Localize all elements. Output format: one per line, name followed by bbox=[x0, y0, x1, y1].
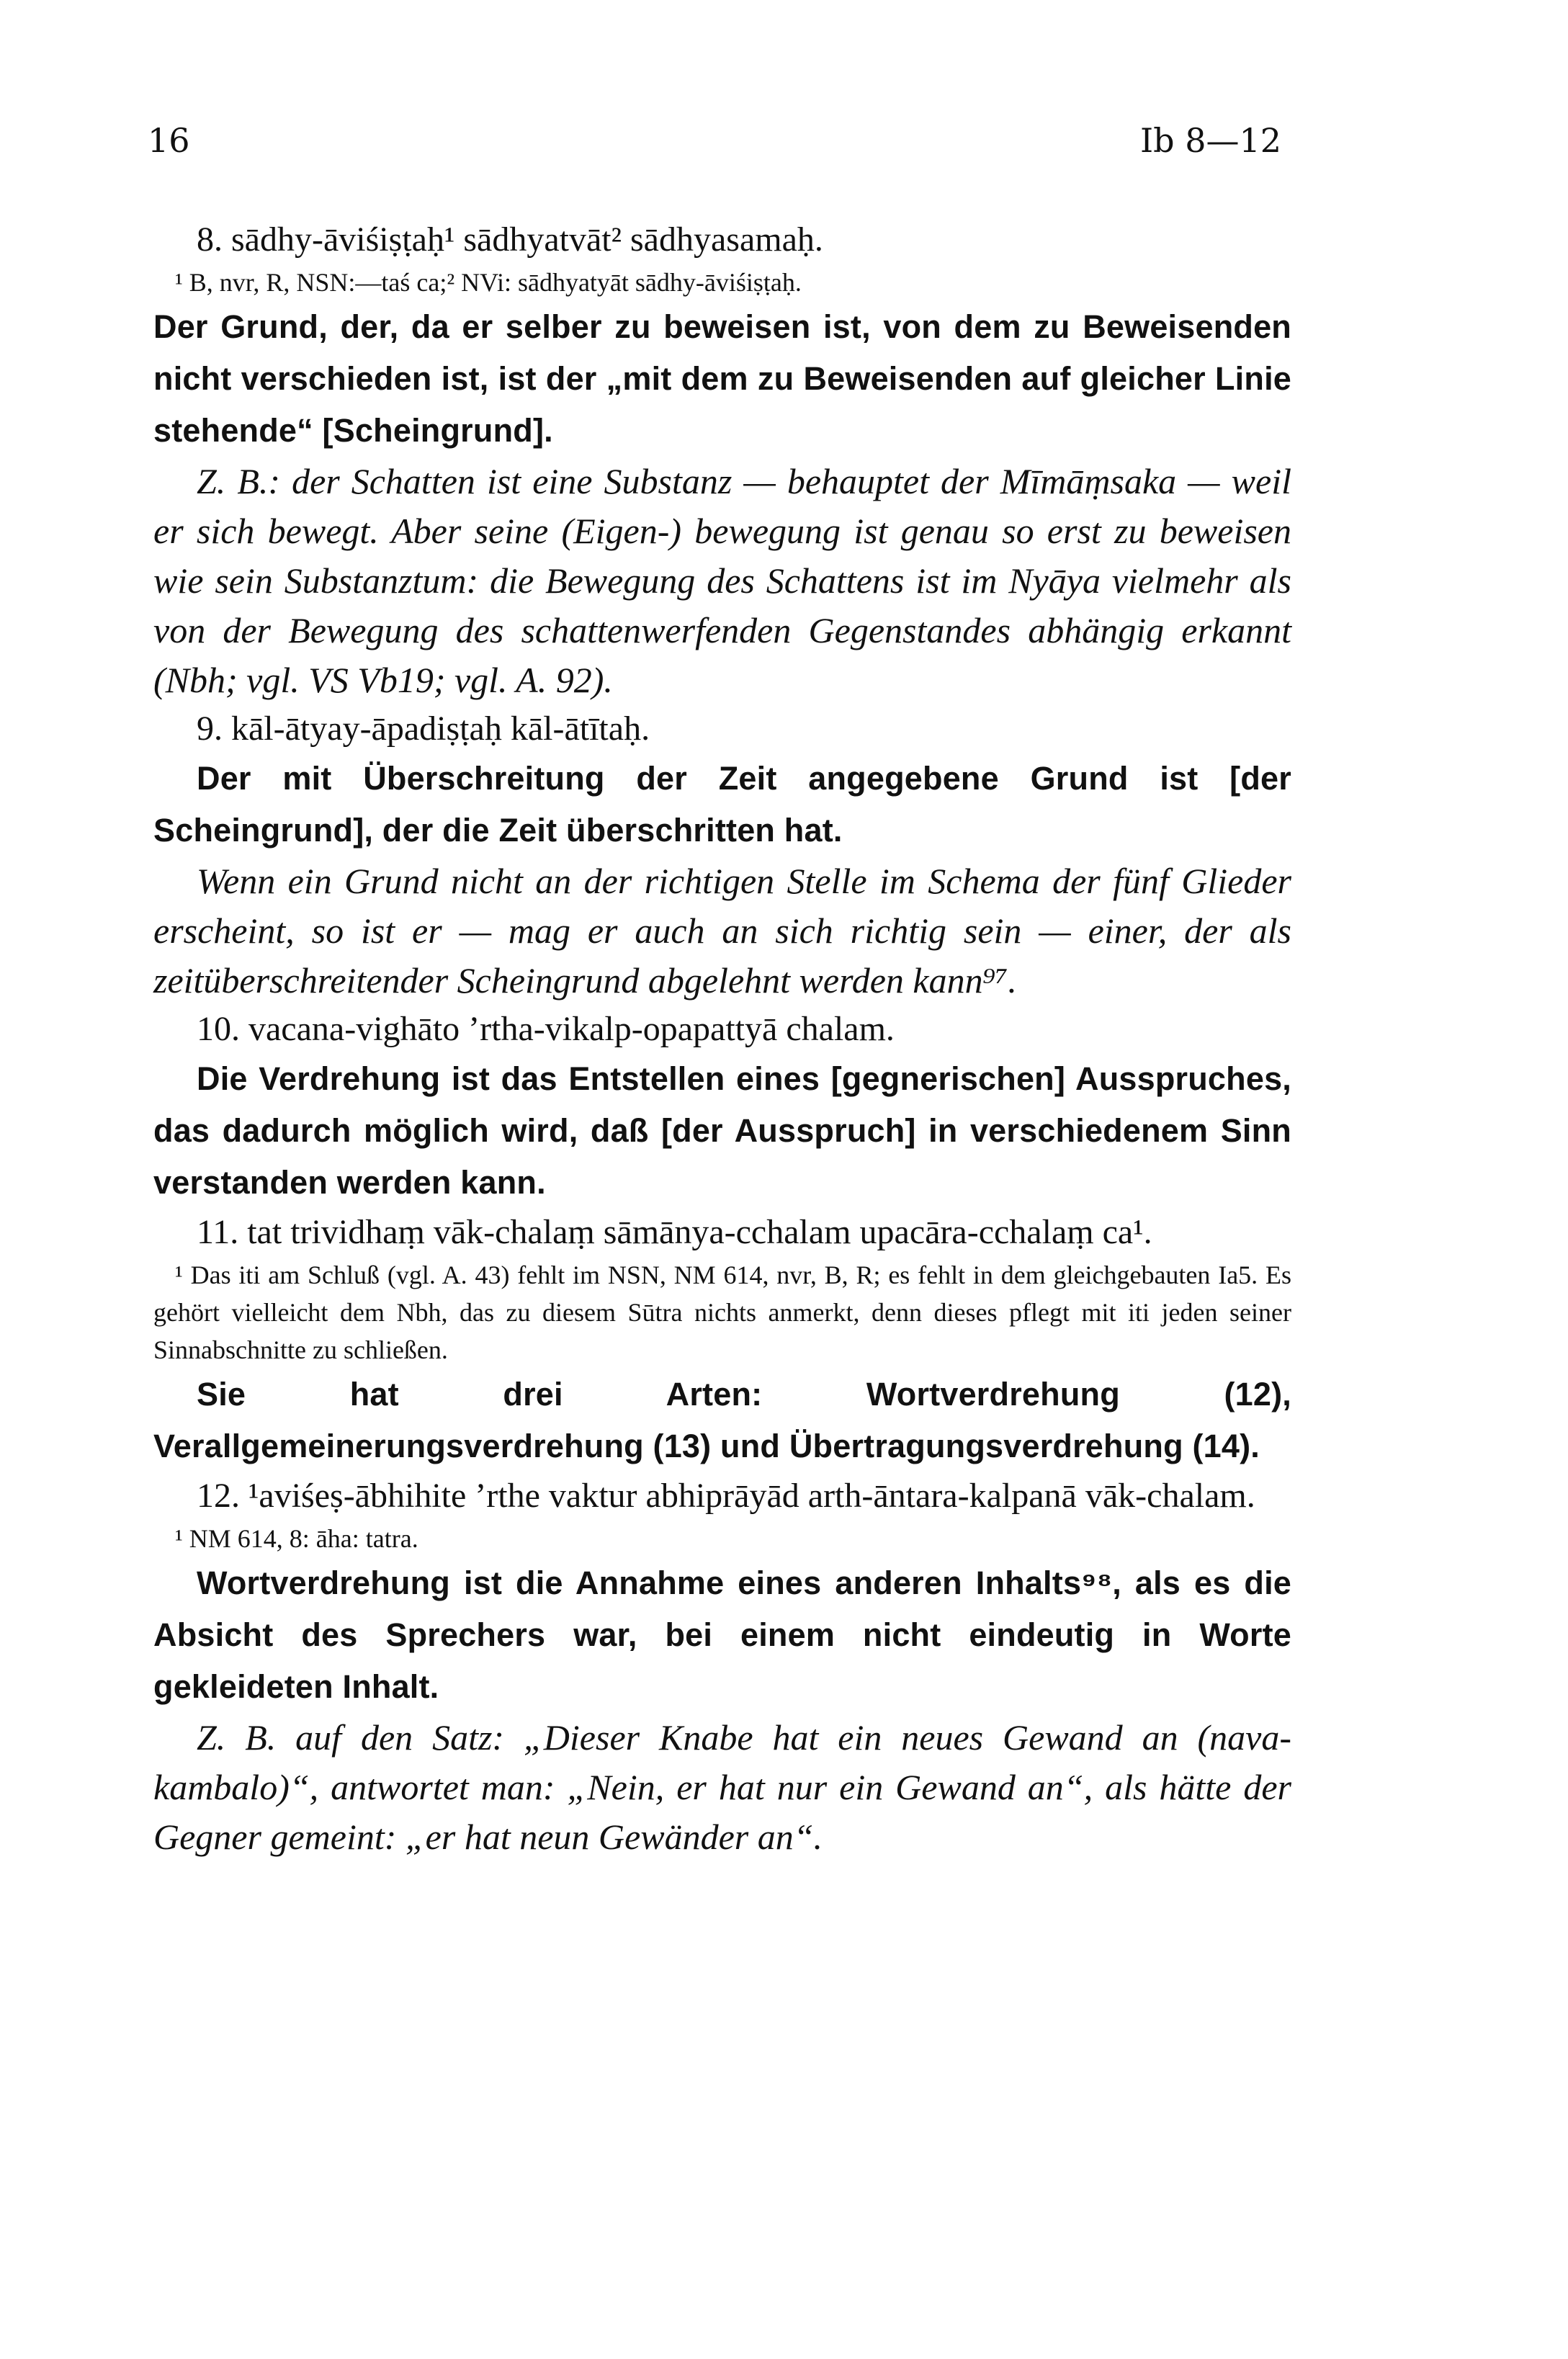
translation-12: Wortverdrehung ist die Annahme eines anderen Inhalts⁹⁸, als es die Absicht des Sprechers war, bei einem nicht eindeutig in Worte gekleideten Inhalt. bbox=[153, 1565, 1291, 1705]
page-number: 16 bbox=[148, 121, 190, 160]
sutra-8: 8. sādhy-āviśiṣṭaḥ¹ sādhyatvāt² sādhyasamaḥ. bbox=[197, 220, 823, 259]
sutra-11: 11. tat trividhaṃ vāk-chalaṃ sāmānya-cchalam upacāra-cchalaṃ ca¹. bbox=[197, 1213, 1152, 1251]
footnote-sutra-8: ¹ B, nvr, R, NSN:—taś ca;² NVi: sādhyatyāt sādhy-āviśiṣṭaḥ. bbox=[175, 268, 802, 297]
commentary-12: Z. B. auf den Satz: „Dieser Knabe hat ein neues Gewand an (nava-kambalo)“, antwortet man: „Nein, er hat nur ein Gewand an“, als hätte der Gegner gemeint: „er hat neun Gewänder an“. bbox=[153, 1717, 1291, 1857]
body-text bbox=[153, 216, 1291, 1862]
translation-10: Die Verdrehung ist das Entstellen eines [gegnerischen] Ausspruches, das dadurch möglich wird, daß [der Ausspruch] in verschiedenem Sinn verstanden werden kann. bbox=[153, 1060, 1291, 1201]
sutra-9: 9. kāl-ātyay-āpadiṣṭaḥ kāl-ātītaḥ. bbox=[197, 710, 650, 748]
translation-8: Der Grund, der, da er selber zu beweisen ist, von dem zu Beweisenden nicht verschieden ist, ist der „mit dem zu Beweisenden auf gleicher Linie stehende“ [Scheingrund]. bbox=[153, 308, 1291, 449]
section-reference: Ib 8—12 bbox=[1139, 121, 1281, 160]
footnote-sutra-11: ¹ Das iti am Schluß (vgl. A. 43) fehlt im NSN, NM 614, nvr, B, R; es fehlt in dem gleichgebauten Ia5. Es gehört vielleicht dem Nbh, das zu diesem Sūtra nichts anmerkt, denn dieses pflegt mit iti jeden seiner Sinnabschnitte zu schließen. bbox=[153, 1261, 1291, 1364]
translation-9: Der mit Überschreitung der Zeit angegebene Grund ist [der Scheingrund], der die Zeit überschritten hat. bbox=[153, 760, 1291, 849]
commentary-9: Wenn ein Grund nicht an der richtigen Stelle im Schema der fünf Glieder erscheint, so ist er — mag er auch an sich richtig sein — einer, der als zeitüberschreitender Scheingrund abgelehnt werden kann⁹⁷. bbox=[153, 861, 1291, 1001]
commentary-8: Z. B.: der Schatten ist eine Substanz — behauptet der Mīmāṃsaka — weil er sich bewegt. Aber seine (Eigen-) bewegung ist genau so erst zu beweisen wie sein Substanztum: die Bewegung des Schattens ist im Nyāya vielmehr als von der Bewegung des schattenwerfenden Gegenstandes abhängig erkannt (Nbh; vgl. VS Vb19; vgl. A. 92). bbox=[153, 461, 1291, 700]
footnote-sutra-12: ¹ NM 614, 8: āha: tatra. bbox=[175, 1524, 418, 1553]
sutra-10: 10. vacana-vighāto ’rtha-vikalp-opapattyā chalam. bbox=[197, 1010, 895, 1048]
sutra-12: 12. ¹aviśeṣ-ābhihite ’rthe vaktur abhiprāyād arth-āntara-kalpanā vāk-chalam. bbox=[197, 1477, 1255, 1515]
translation-11: Sie hat drei Arten: Wortverdrehung (12), Verallgemeinerungsverdrehung (13) und Übertragungsverdrehung (14). bbox=[153, 1376, 1291, 1464]
